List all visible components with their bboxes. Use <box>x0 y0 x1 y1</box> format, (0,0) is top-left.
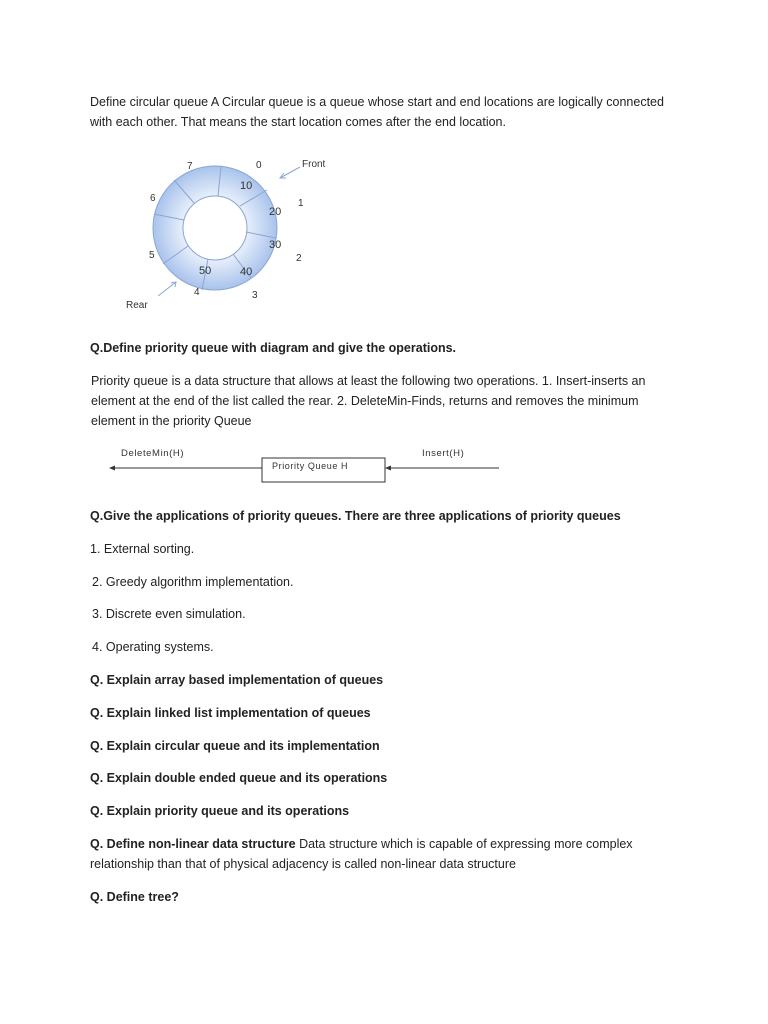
priority-queue-answer: Priority queue is a data structure that allows at least the following two operations. 1. Insert-inserts an element at the end of the list called the rear. 2. DeleteMin-Finds, returns and removes the minimum element in the priority Queue <box>91 374 646 428</box>
application-item-4: 4. Operating systems. <box>92 640 214 654</box>
queue-index-7: 7 <box>187 161 193 172</box>
application-item-2: 2. Greedy algorithm implementation. <box>92 575 294 589</box>
priority-queue-diagram <box>105 442 505 487</box>
circular-queue-diagram <box>118 150 348 315</box>
insert-label: Insert(H) <box>422 448 465 459</box>
front-label: Front <box>302 159 326 170</box>
queue-value-20: 20 <box>269 206 282 218</box>
tree-question: Q. Define tree? <box>90 890 179 904</box>
nonlinear-question: Q. Define non-linear data structure <box>90 837 296 851</box>
queue-index-1: 1 <box>298 198 304 209</box>
priority-queue-question: Q.Define priority queue with diagram and give the operations. <box>90 341 457 355</box>
priority-queue-box-label: Priority Queue H <box>272 461 349 471</box>
queue-value-40: 40 <box>240 266 253 278</box>
front-arrow <box>280 167 300 178</box>
queue-ring-hole <box>183 196 247 260</box>
queue-value-50: 50 <box>199 265 212 277</box>
question-linked-list-queues: Q. Explain linked list implementation of queues <box>90 706 371 720</box>
queue-index-3: 3 <box>252 290 258 301</box>
queue-index-4: 4 <box>194 287 200 298</box>
queue-index-0: 0 <box>256 160 262 171</box>
nonlinear-paragraph <box>90 834 680 874</box>
question-priority-queue: Q. Explain priority queue and its operations <box>90 804 350 818</box>
question-double-ended-queue: Q. Explain double ended queue and its operations <box>90 771 388 785</box>
nonlinear-answer: Data structure which is capable of expressing more complex relationship than that of physical adjacency is called non-linear data structure <box>90 837 633 871</box>
queue-index-6: 6 <box>150 193 156 204</box>
queue-index-2: 2 <box>296 253 302 264</box>
applications-question: Q.Give the applications of priority queues. There are three applications of priority queues <box>90 509 621 523</box>
application-item-3: 3. Discrete even simulation. <box>92 607 246 621</box>
intro-paragraph: Define circular queue A Circular queue is a queue whose start and end locations are logically connected with each other. That means the start location comes after the end location. <box>90 95 664 129</box>
question-circular-queue: Q. Explain circular queue and its implementation <box>90 739 380 753</box>
application-item-1: 1. External sorting. <box>90 542 195 556</box>
question-array-queues: Q. Explain array based implementation of queues <box>90 673 384 687</box>
queue-value-30: 30 <box>269 239 282 251</box>
queue-value-10: 10 <box>240 180 253 192</box>
rear-label: Rear <box>126 300 148 311</box>
queue-index-5: 5 <box>149 250 155 261</box>
delete-min-label: DeleteMin(H) <box>121 448 185 459</box>
rear-arrow <box>158 282 176 296</box>
